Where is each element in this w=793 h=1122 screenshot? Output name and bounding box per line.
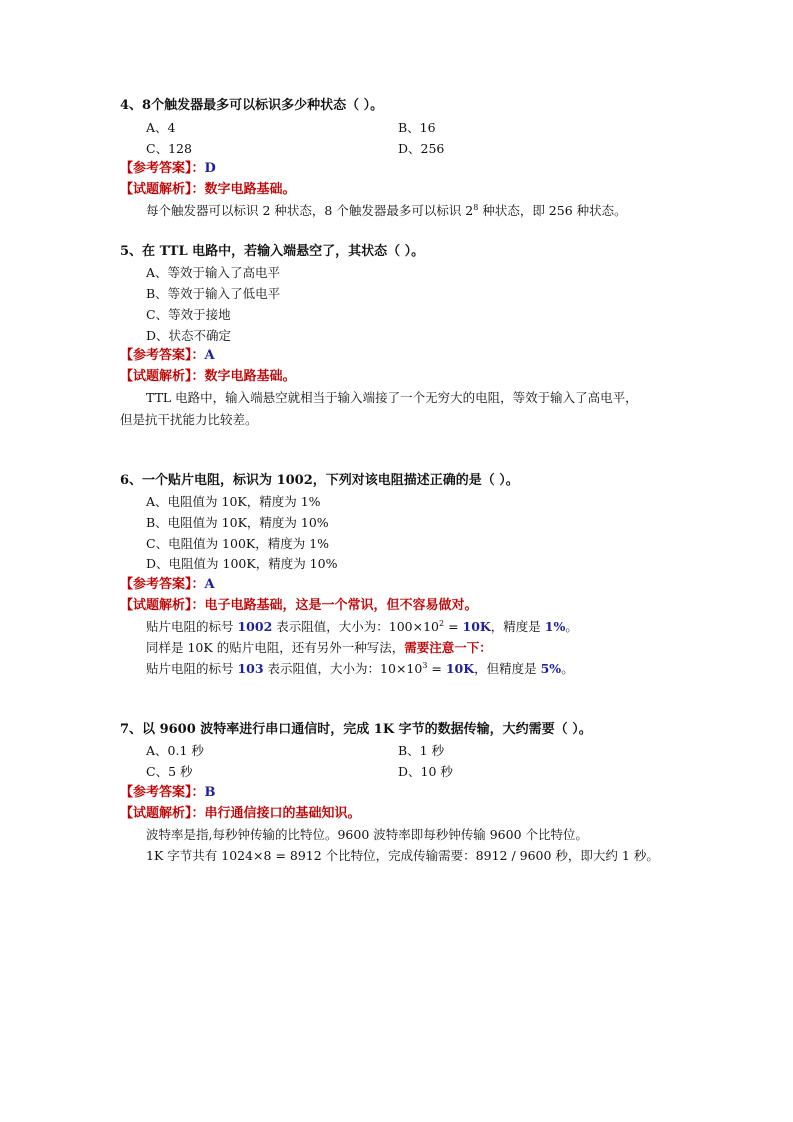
- q5-option-a: A、等效于输入了高电平: [146, 265, 281, 280]
- answer-value: A: [204, 348, 215, 363]
- resistor-code: 1002: [237, 619, 273, 634]
- text: ，但精度是: [474, 661, 541, 676]
- q6-option-d: D、电阻值为 100K，精度为 10%: [146, 556, 338, 571]
- q6-analysis-label: 【试题解析】：电子电路基础，这是一个常识，但不容易做对。: [120, 598, 478, 613]
- text: 同样是 10K 的贴片电阻，还有另外一种写法，: [146, 640, 405, 655]
- resistor-code: 103: [237, 661, 264, 676]
- answer-value: B: [204, 785, 216, 800]
- q5-analysis-body-2: 但是抗干扰能力比较差。: [120, 412, 258, 427]
- q6-analysis-line-1: [146, 619, 578, 635]
- answer-label: 【参考答案】：: [120, 577, 205, 592]
- q4-option-d: D、256: [398, 141, 445, 156]
- resistance-value: 10K: [445, 661, 475, 676]
- answer-label: 【参考答案】：: [120, 161, 205, 176]
- q4-option-c: C、128: [146, 141, 192, 156]
- q6-title: 6、一个贴片电阻，标识为 1002，下列对该电阻描述正确的是（ ）。: [120, 473, 519, 488]
- q4-analysis-body: [146, 203, 627, 219]
- answer-value: A: [204, 577, 215, 592]
- q4-body-pre: 每个触发器可以标识 2 种状态，8 个触发器最多可以标识 2: [146, 203, 474, 218]
- q4-option-b: B、16: [398, 120, 436, 135]
- q6-option-b: B、电阻值为 10K，精度为 10%: [146, 515, 329, 530]
- text: 贴片电阻的标号: [146, 661, 238, 676]
- q7-option-a: A、0.1 秒: [146, 743, 204, 758]
- q7-option-c: C、5 秒: [146, 764, 193, 779]
- q4-body-post: 种状态，即 256 种状态。: [478, 203, 627, 218]
- q7-option-d: D、10 秒: [398, 764, 453, 779]
- q4-analysis-label: 【试题解析】：数字电路基础。: [120, 182, 296, 197]
- q5-title: 5、在 TTL 电路中，若输入端悬空了，其状态（ ）。: [120, 244, 425, 259]
- text: 。: [561, 661, 574, 676]
- q5-option-c: C、等效于接地: [146, 307, 231, 322]
- text: 表示阻值，大小为：10×10: [263, 661, 423, 676]
- q5-analysis-label: 【试题解析】：数字电路基础。: [120, 369, 296, 384]
- text: ，精度是: [490, 619, 545, 634]
- q7-title: 7、以 9600 波特率进行串口通信时，完成 1K 字节的数据传输，大约需要（ ）。: [120, 722, 592, 737]
- precision-value: 1%: [544, 619, 566, 634]
- q7-answer: [120, 785, 216, 801]
- q5-option-d: D、状态不确定: [146, 328, 232, 343]
- exponent: 3: [422, 660, 428, 670]
- answer-label: 【参考答案】：: [120, 348, 205, 363]
- q4-title: 4、8个触发器最多可以标识多少种状态（ ）。: [120, 98, 384, 113]
- q5-analysis-body-1: TTL 电路中，输入端悬空就相当于输入端接了一个无穷大的电阻，等效于输入了高电平，: [146, 390, 638, 405]
- q6-option-a: A、电阻值为 10K，精度为 1%: [146, 494, 321, 509]
- q7-analysis-body-2: 1K 字节共有 1024×8 = 8912 个比特位，完成传输需要：8912 / 9600 秒，即大约 1 秒。: [146, 848, 659, 863]
- q5-answer: [120, 348, 215, 364]
- q7-analysis-body-1: 波特率是指,每秒钟传输的比特位。9600 波特率即每秒钟传输 9600 个比特位。: [146, 827, 589, 842]
- text: 。: [565, 619, 578, 634]
- q4-option-a: A、4: [146, 120, 176, 135]
- answer-value: D: [204, 161, 216, 176]
- q7-analysis-label: 【试题解析】：串行通信接口的基础知识。: [120, 806, 361, 821]
- q4-body-sup: 8: [473, 202, 479, 212]
- text: =: [427, 661, 446, 676]
- exponent: 2: [439, 618, 445, 628]
- q7-option-b: B、1 秒: [398, 743, 445, 758]
- q5-option-b: B、等效于输入了低电平: [146, 286, 281, 301]
- q6-analysis-line-2: [146, 640, 492, 656]
- q6-option-c: C、电阻值为 100K，精度为 1%: [146, 536, 330, 551]
- text: 表示阻值，大小为：100×10: [272, 619, 439, 634]
- precision-value: 5%: [540, 661, 562, 676]
- q4-answer: [120, 161, 216, 177]
- resistance-value: 10K: [462, 619, 491, 634]
- answer-label: 【参考答案】：: [120, 785, 205, 800]
- text: =: [444, 619, 463, 634]
- q6-answer: [120, 577, 215, 593]
- text: 贴片电阻的标号: [146, 619, 238, 634]
- q6-analysis-line-3: [146, 661, 574, 677]
- attention-note: 需要注意一下：: [404, 640, 492, 655]
